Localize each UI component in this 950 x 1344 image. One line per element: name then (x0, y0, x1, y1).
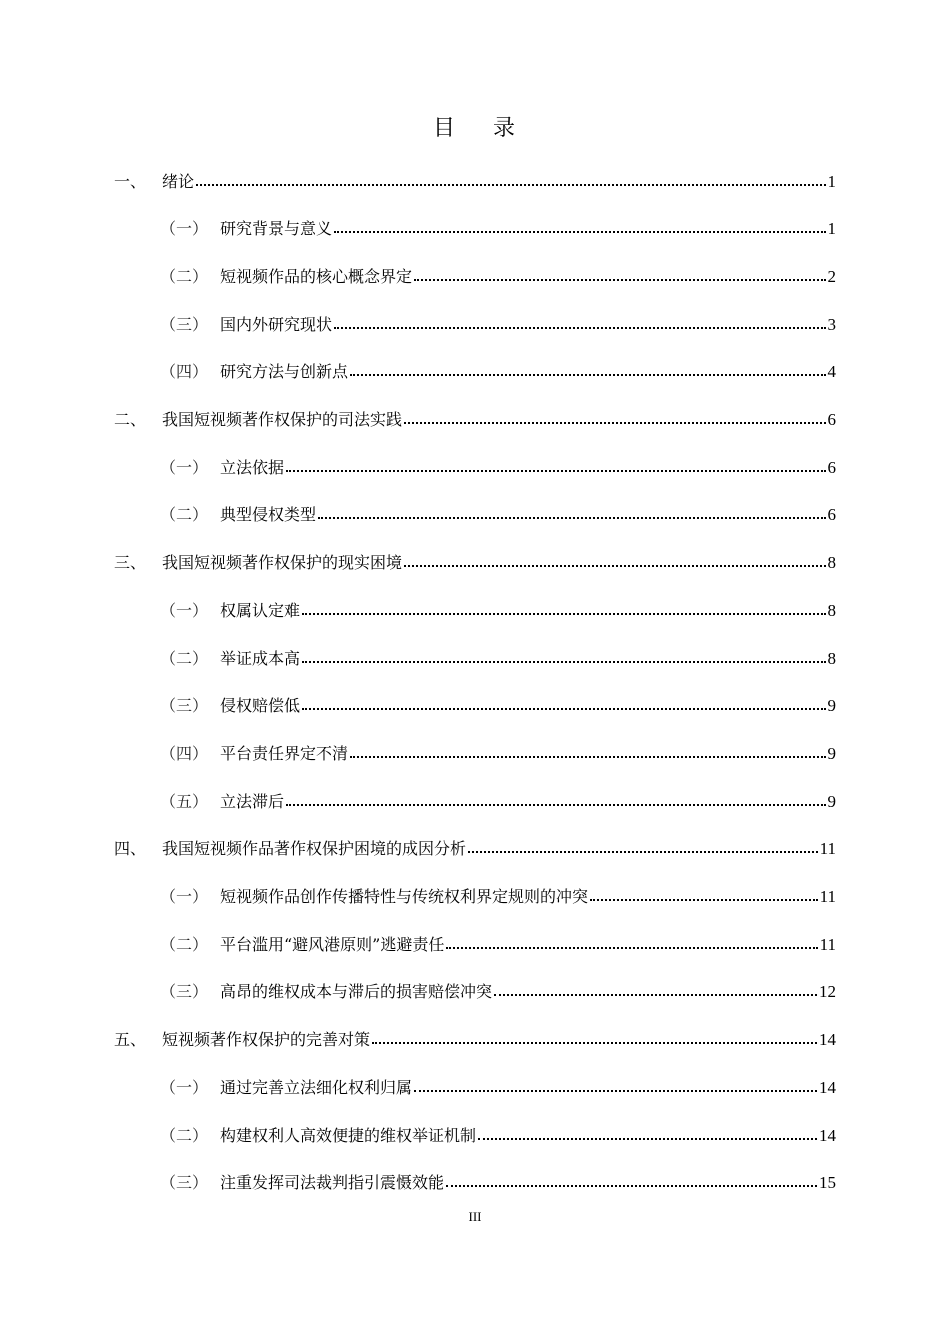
toc-entry-line (220, 1123, 836, 1146)
toc-dot-leader (302, 708, 825, 710)
toc-entry-page: 12 (819, 982, 836, 1002)
toc-entry-page: 11 (819, 934, 836, 954)
toc-dot-leader (350, 756, 825, 758)
toc-dot-leader (286, 470, 825, 472)
toc-entry-page: 11 (819, 839, 836, 859)
toc-entry-page: 6 (827, 505, 836, 525)
toc-entry-number: 五、 (114, 1030, 147, 1050)
toc-entry-line (220, 455, 836, 478)
toc-entry-title: 绪论 (162, 171, 195, 191)
toc-entry-page: 1 (827, 219, 836, 239)
toc-dot-leader (404, 565, 825, 567)
toc-dot-leader (494, 994, 817, 996)
toc-entry-title: 平台责任界定不清 (220, 743, 349, 763)
toc-entry-page: 8 (827, 600, 836, 620)
toc-entry-title: 注重发挥司法裁判指引震慑效能 (220, 1173, 445, 1193)
toc-entry-page: 14 (819, 1030, 836, 1050)
toc-dot-leader (286, 804, 825, 806)
toc-entry-title: 我国短视频著作权保护的现实困境 (162, 553, 403, 573)
toc-dot-leader (446, 1185, 817, 1187)
toc-entry-title: 立法滞后 (220, 791, 285, 811)
toc-entry-line (220, 216, 836, 239)
toc-entry-number: （二） (160, 266, 209, 286)
toc-dot-leader (318, 517, 825, 519)
toc-entry-line (220, 932, 836, 955)
toc-entry-page: 3 (827, 314, 836, 334)
toc-dot-leader (196, 184, 825, 186)
toc-entry-title: 研究背景与意义 (220, 219, 333, 239)
toc-dot-leader (478, 1138, 817, 1140)
toc-entry-title: 通过完善立法细化权利归属 (220, 1077, 413, 1097)
toc-entry-line (162, 169, 836, 192)
toc-entry-number: （二） (160, 934, 209, 954)
toc-dot-leader (446, 947, 817, 949)
toc-entry-title: 权属认定难 (220, 600, 301, 620)
toc-entry-number: （一） (160, 219, 209, 239)
toc-entry-line (162, 407, 836, 430)
toc-entry-page: 14 (819, 1125, 836, 1145)
toc-entry-number: （二） (160, 1125, 209, 1145)
toc-dot-leader (302, 661, 825, 663)
toc-entry-line (162, 836, 836, 859)
toc-dot-leader (404, 422, 825, 424)
toc-entry-page: 8 (827, 553, 836, 573)
toc-entry-title: 国内外研究现状 (220, 314, 333, 334)
toc-entry-number: 二、 (114, 410, 147, 429)
toc-entry-line (220, 598, 836, 621)
toc-entry-page: 9 (827, 743, 836, 763)
toc-entry-title: 构建权利人高效便捷的维权举证机制 (220, 1125, 477, 1145)
toc-entry-number: （三） (160, 982, 209, 1002)
toc-entry-page: 6 (827, 410, 836, 429)
toc-entry-title: 短视频作品的核心概念界定 (220, 266, 413, 286)
toc-entry-line (220, 979, 836, 1002)
toc-entry-page: 14 (819, 1077, 836, 1097)
toc-entry-line (220, 741, 836, 764)
toc-entry-number: （一） (160, 457, 209, 477)
toc-entry-page: 6 (827, 457, 836, 477)
toc-entry-page: 1 (827, 171, 836, 191)
toc-entry-number: （四） (160, 362, 209, 382)
toc-entry-number: （三） (160, 314, 209, 334)
toc-dot-leader (372, 1042, 817, 1044)
toc-dot-leader (414, 279, 825, 281)
toc-dot-leader (334, 231, 825, 233)
toc-entry-line (220, 312, 836, 335)
toc-entry-page: 9 (827, 791, 836, 811)
toc-entry-title: 研究方法与创新点 (220, 362, 349, 382)
toc-entry-page: 8 (827, 648, 836, 668)
toc-dot-leader (350, 374, 825, 376)
toc-entry-title: 立法依据 (220, 457, 285, 477)
toc-entry-number: （一） (160, 600, 209, 620)
toc-entry-line (220, 789, 836, 812)
toc-entry-title: 典型侵权类型 (220, 505, 317, 525)
toc-entry-number: （五） (160, 791, 209, 811)
toc-entry-line (220, 693, 836, 716)
page-title: 目 录 (433, 116, 517, 141)
toc-entry-title: 举证成本高 (220, 648, 301, 668)
toc-entry-page: 4 (827, 362, 836, 382)
toc-entry-line (220, 1170, 836, 1193)
toc-entry-line (162, 550, 836, 573)
toc-entry-number: （四） (160, 743, 209, 763)
toc-entry-title: 高昂的维权成本与滞后的损害赔偿冲突 (220, 982, 493, 1002)
toc-entry-title: 侵权赔偿低 (220, 696, 301, 716)
toc-entry-number: （三） (160, 1173, 209, 1193)
toc-entry-line (220, 264, 836, 287)
toc-entry-page: 15 (819, 1173, 836, 1193)
toc-entry-line (220, 359, 836, 382)
toc-entry-page: 2 (827, 266, 836, 286)
toc-entry-line (220, 1075, 836, 1098)
toc-dot-leader (302, 613, 825, 615)
toc-entry-page: 9 (827, 696, 836, 716)
toc-entry-page: 11 (819, 887, 836, 906)
toc-entry-number: （一） (160, 887, 209, 906)
toc-dot-leader (334, 327, 825, 329)
toc-entry-line (220, 502, 836, 525)
toc-dot-leader (414, 1090, 817, 1092)
footer-page-number: III (468, 1209, 482, 1224)
toc-dot-leader (590, 899, 818, 901)
toc-entry-number: 四、 (114, 839, 147, 859)
toc-entry-number: （二） (160, 648, 209, 668)
toc-entry-title: 平台滥用“避风港原则”逃避责任 (220, 934, 445, 954)
toc-dot-leader (468, 851, 818, 853)
toc-entry-line (162, 1027, 836, 1050)
toc-entry-line (220, 646, 836, 669)
toc-entry-title: 我国短视频著作权保护的司法实践 (162, 410, 403, 429)
toc-entry-number: 一、 (114, 171, 147, 191)
toc-entry-title: 短视频著作权保护的完善对策 (162, 1030, 371, 1050)
toc-entry-number: （一） (160, 1077, 209, 1097)
toc-entry-number: 三、 (114, 553, 147, 573)
toc-entry-title: 短视频作品创作传播特性与传统权利界定规则的冲突 (220, 887, 589, 906)
toc-entry-title: 我国短视频作品著作权保护困境的成因分析 (162, 839, 467, 859)
toc-entry-line (220, 884, 836, 907)
toc-entry-number: （二） (160, 505, 209, 525)
toc-entry-number: （三） (160, 696, 209, 716)
